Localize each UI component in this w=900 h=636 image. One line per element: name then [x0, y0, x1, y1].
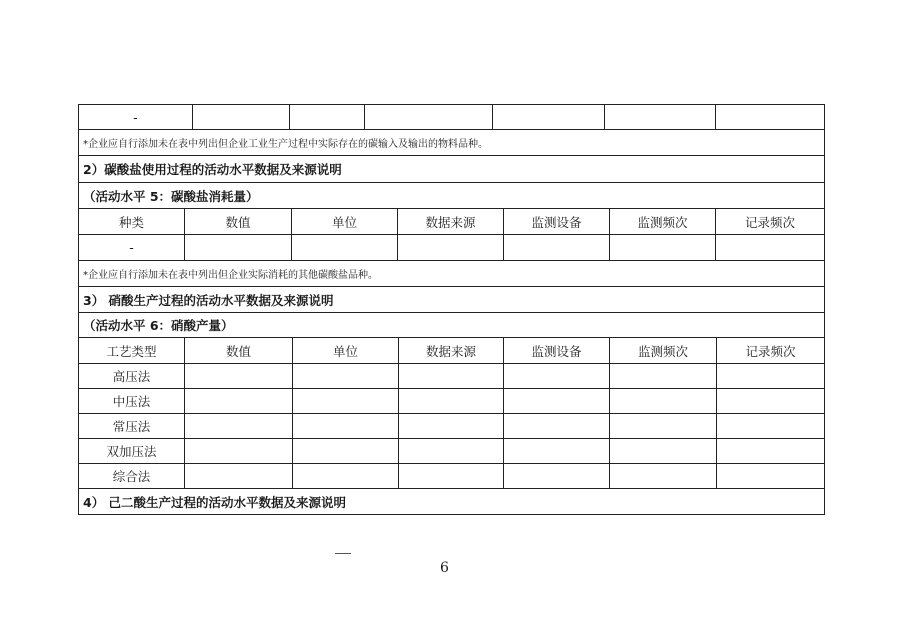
- table-cell: [185, 464, 293, 488]
- top-table-cell: [290, 105, 365, 129]
- table-cell: [293, 464, 399, 488]
- page-number: 6: [440, 560, 449, 576]
- note-row: [78, 261, 825, 287]
- table-cell: [504, 414, 610, 438]
- top-table-row: [78, 104, 825, 130]
- column-header: 单位: [292, 209, 398, 234]
- subheading: （活动水平 6：硝酸产量）: [83, 318, 234, 333]
- table-cell: [717, 414, 824, 438]
- table-cell: [717, 364, 824, 388]
- section-row: [78, 287, 825, 313]
- table-row: [78, 464, 825, 489]
- table-row: [78, 439, 825, 464]
- table-cell: [293, 439, 399, 463]
- page-mark: [335, 553, 351, 554]
- table-cell: [717, 389, 824, 413]
- table-cell: [610, 389, 717, 413]
- table-cell: [399, 464, 504, 488]
- column-header: 监测频次: [610, 338, 717, 363]
- table-cell: [504, 235, 610, 260]
- table-cell: [610, 464, 717, 488]
- table-cell: [717, 439, 824, 463]
- table-cell: [610, 235, 716, 260]
- column-header: 监测设备: [504, 338, 610, 363]
- subheading-row: [78, 183, 825, 209]
- table-cell: [610, 414, 717, 438]
- table-cell: [399, 414, 504, 438]
- column-header: 记录频次: [744, 214, 795, 230]
- table-cell: [504, 464, 610, 488]
- table-cell: [398, 235, 504, 260]
- table-cell: [185, 414, 293, 438]
- table-cell: [716, 235, 824, 260]
- section-heading: 3） 硝酸生产过程的活动水平数据及来源说明: [83, 292, 334, 308]
- footnote: *企业应自行添加未在表中列出但企业工业生产过程中实际存在的碳输入及输出的物料品种。: [83, 139, 488, 150]
- table-row: [78, 364, 825, 389]
- top-table-cell: [365, 105, 493, 129]
- table-row: [78, 414, 825, 439]
- note-row: [78, 130, 825, 156]
- top-table-cell: [605, 105, 717, 129]
- section-row: [78, 156, 825, 183]
- column-header: 数值: [185, 209, 292, 234]
- table-cell: [504, 389, 610, 413]
- top-table-cell: [193, 105, 291, 129]
- table-cell: [293, 364, 399, 388]
- column-header: 种类: [79, 209, 185, 234]
- footnote: *企业应自行添加未在表中列出但企业实际消耗的其他碳酸盐品种。: [83, 270, 378, 281]
- table-cell: [185, 389, 293, 413]
- table-cell: 双加压法: [79, 439, 185, 463]
- table-cell: [185, 439, 293, 463]
- table-cell: 常压法: [79, 414, 185, 438]
- column-header: 工艺类型: [79, 338, 185, 363]
- table-cell: [399, 439, 504, 463]
- subheading-row: [78, 313, 825, 338]
- section-heading: 4） 己二酸生产过程的活动水平数据及来源说明: [83, 494, 347, 510]
- table-cell: [293, 414, 399, 438]
- table-cell: [610, 439, 717, 463]
- section-heading: 2）碳酸盐使用过程的活动水平数据及来源说明: [83, 162, 342, 177]
- top-table-cell: -: [79, 105, 193, 129]
- table-cell: [717, 464, 824, 488]
- document-page: [78, 104, 825, 515]
- table-header-row: [78, 209, 825, 235]
- column-header: 记录频次: [745, 343, 796, 359]
- table-cell: 中压法: [79, 389, 185, 413]
- table-cell: [504, 364, 610, 388]
- top-table-cell: [493, 105, 605, 129]
- table-cell: [504, 439, 610, 463]
- table-cell: -: [79, 235, 185, 260]
- column-header: 数据来源: [399, 338, 504, 363]
- section-row: [78, 489, 825, 515]
- column-header: 数据来源: [398, 209, 504, 234]
- top-table-cell: [716, 105, 824, 129]
- table-cell: [399, 364, 504, 388]
- table-header-row: [78, 338, 825, 364]
- column-header: 单位: [293, 338, 399, 363]
- table-row: [78, 389, 825, 414]
- table-row: [78, 235, 825, 261]
- column-header: 监测频次: [610, 209, 716, 234]
- subheading: （活动水平 5：碳酸盐消耗量）: [83, 188, 259, 204]
- table-cell: [610, 364, 717, 388]
- table-cell: 高压法: [79, 364, 185, 388]
- table-cell: [185, 235, 292, 260]
- table-cell: 综合法: [79, 464, 185, 488]
- table-cell: [292, 235, 398, 260]
- table-cell: [293, 389, 399, 413]
- column-header: 数值: [185, 338, 293, 363]
- table-cell: [399, 389, 504, 413]
- table-cell: [185, 364, 293, 388]
- column-header: 监测设备: [504, 209, 610, 234]
